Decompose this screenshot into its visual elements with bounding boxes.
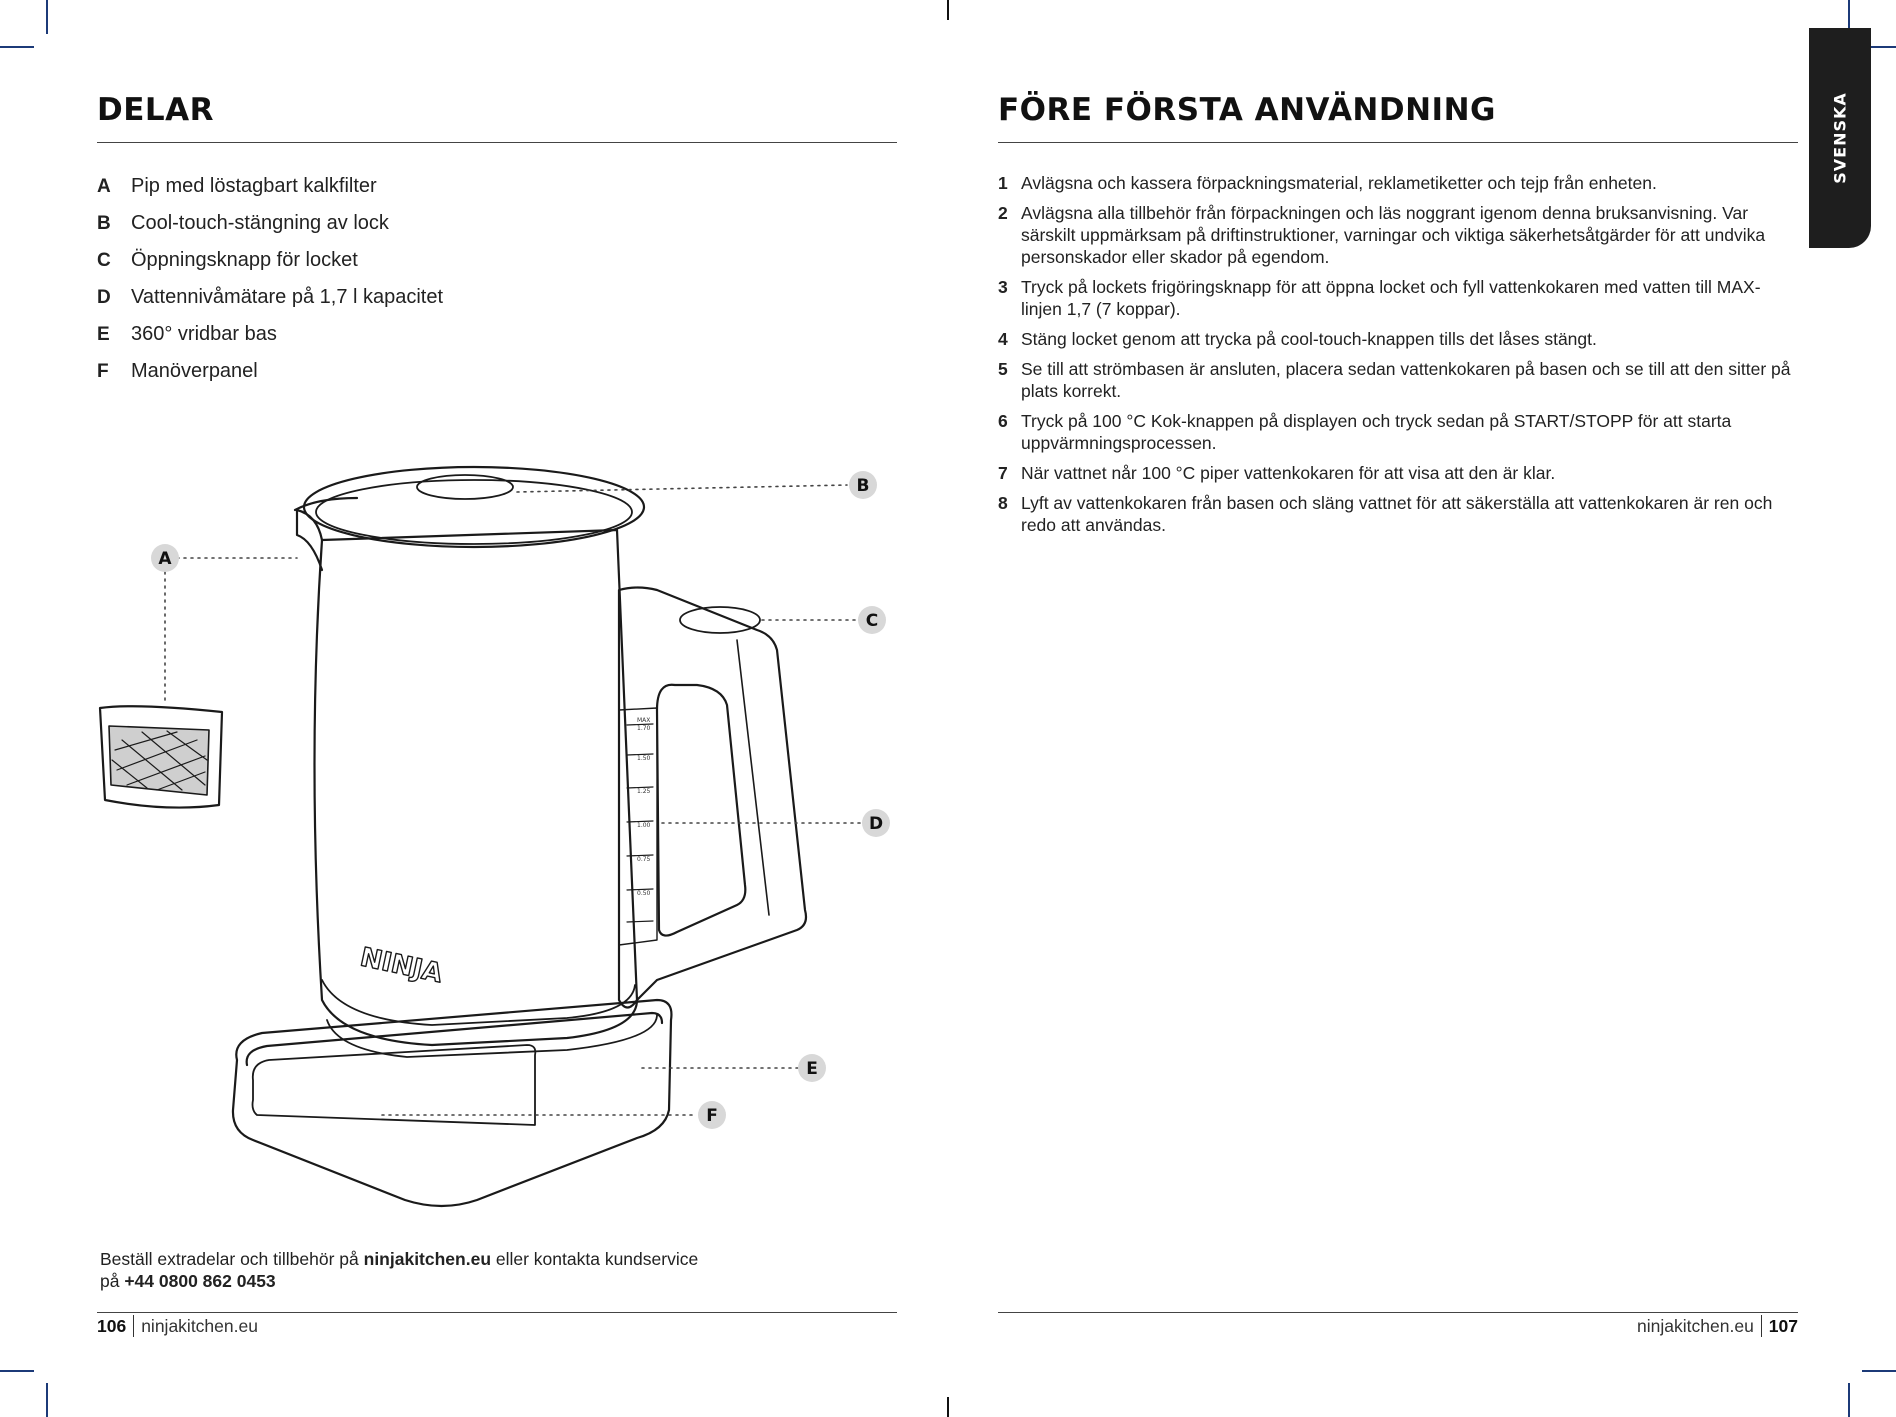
part-label: Pip med löstagbart kalkfilter	[131, 175, 377, 197]
part-letter: A	[97, 175, 111, 197]
step-number: 5	[998, 359, 1008, 379]
footer-divider	[998, 1312, 1798, 1313]
step-number: 1	[998, 173, 1008, 193]
kettle-illustration	[97, 460, 897, 1220]
step-number: 6	[998, 411, 1008, 431]
gauge-mark: 0.75	[637, 856, 651, 863]
gauge-mark: 1.25	[637, 788, 651, 795]
list-item	[998, 462, 1798, 484]
list-item	[97, 279, 443, 316]
step-text: Lyft av vattenkokaren från basen och släng vattnet för att säkerställa att vattenkokaren är ren och redo att användas.	[1021, 493, 1773, 535]
callout-f	[698, 1101, 726, 1129]
left-page	[97, 0, 897, 1417]
list-item	[998, 328, 1798, 350]
part-letter: E	[97, 323, 110, 345]
step-text: Stäng locket genom att trycka på cool-touch-knappen tills det låses stängt.	[1021, 329, 1597, 349]
part-label: Vattennivåmätare på 1,7 l kapacitet	[131, 286, 444, 308]
title-divider	[97, 142, 897, 143]
part-label: Öppningsknapp för locket	[131, 249, 358, 271]
callout-d	[862, 809, 890, 837]
gauge-mark: 1.00	[637, 822, 651, 829]
crop-mark	[1848, 1383, 1850, 1417]
steps-list	[998, 172, 1798, 544]
part-label: Manöverpanel	[131, 360, 258, 382]
svg-text:E: E	[806, 1059, 818, 1079]
gauge-mark: 1.50	[637, 755, 651, 762]
step-number: 3	[998, 277, 1008, 297]
list-item	[998, 172, 1798, 194]
callout-a	[151, 544, 179, 572]
order-note: Beställ extradelar och tillbehör på ninjakitchen.eu eller kontakta kundservice på +44 0800 862 0453	[100, 1249, 699, 1291]
step-number: 4	[998, 329, 1008, 349]
part-letter: D	[97, 286, 111, 308]
svg-text:A: A	[158, 549, 172, 569]
footer-site: ninjakitchen.eu	[1637, 1315, 1754, 1336]
page-footer	[97, 1315, 258, 1337]
kettle-handle	[619, 588, 806, 1008]
svg-text:F: F	[706, 1106, 718, 1126]
language-tab	[1809, 28, 1871, 248]
page-title: FÖRE FÖRSTA ANVÄNDNING	[998, 92, 1496, 128]
step-number: 7	[998, 463, 1008, 483]
part-label: Cool-touch-stängning av lock	[131, 212, 389, 234]
callout-c	[858, 606, 886, 634]
crop-mark	[947, 1397, 949, 1417]
step-text: När vattnet når 100 °C piper vattenkokaren för att visa att den är klar.	[1021, 463, 1556, 483]
list-item	[998, 410, 1798, 454]
title-divider	[998, 142, 1798, 143]
page-number: 107	[1768, 1315, 1798, 1336]
part-letter: C	[97, 249, 111, 271]
crop-mark	[0, 46, 34, 48]
callout-b	[849, 471, 877, 499]
footer-separator	[133, 1315, 134, 1337]
brand-logo: NINJA	[357, 942, 445, 990]
crop-mark	[1862, 1370, 1896, 1372]
crop-mark	[46, 1383, 48, 1417]
callout-e	[798, 1054, 826, 1082]
list-item	[97, 205, 443, 242]
crop-mark	[947, 0, 949, 20]
list-item	[998, 492, 1798, 536]
control-panel	[253, 1045, 536, 1125]
list-item	[998, 202, 1798, 268]
language-label: SVENSKA	[1830, 92, 1850, 184]
gauge-mark: 1.70	[637, 725, 651, 732]
part-label: 360° vridbar bas	[131, 323, 277, 345]
handle-window	[657, 685, 745, 936]
crop-mark	[0, 1370, 34, 1372]
list-item	[998, 276, 1798, 320]
gauge-mark: 0.50	[637, 890, 651, 897]
open-button	[680, 607, 760, 633]
step-text: Tryck på 100 °C Kok-knappen på displayen och tryck sedan på START/STOPP för att starta uppvärmningsprocessen.	[1021, 411, 1732, 453]
step-text: Avlägsna alla tillbehör från förpackningen och läs noggrant igenom denna bruksanvisning. Var särskilt uppmärksam på driftinstruktioner, varningar och viktiga säkerhetsåtgärder för att undvika personskador eller skador på egendom.	[1021, 203, 1766, 267]
svg-text:B: B	[856, 476, 870, 496]
right-page	[998, 0, 1798, 1417]
lid-button	[417, 475, 513, 499]
site-link[interactable]: ninjakitchen.eu	[363, 1249, 492, 1269]
kettle-spout	[297, 510, 322, 570]
limescale-filter	[100, 706, 222, 807]
crop-mark	[46, 0, 48, 34]
list-item	[97, 168, 443, 205]
step-number: 2	[998, 203, 1008, 223]
footer-site: ninjakitchen.eu	[141, 1315, 258, 1336]
step-number: 8	[998, 493, 1008, 513]
svg-text:C: C	[865, 611, 879, 631]
footer-separator	[1761, 1315, 1762, 1337]
page-number: 106	[97, 1315, 127, 1336]
page-footer	[1637, 1315, 1798, 1337]
list-item	[97, 242, 443, 279]
step-text: Avlägsna och kassera förpackningsmaterial, reklametiketter och tejp från enheten.	[1021, 173, 1657, 193]
part-letter: B	[97, 212, 111, 234]
list-item	[97, 316, 443, 353]
phone-number: +44 0800 862 0453	[124, 1271, 276, 1291]
page-title: DELAR	[97, 92, 215, 128]
list-item	[998, 358, 1798, 402]
list-item	[97, 353, 443, 390]
gauge-mark: MAX	[637, 717, 651, 724]
part-letter: F	[97, 360, 109, 382]
parts-list	[97, 168, 443, 390]
step-text: Tryck på lockets frigöringsknapp för att öppna locket och fyll vattenkokaren med vatten till MAX-linjen 1,7 (7 koppar).	[1021, 277, 1761, 319]
step-text: Se till att strömbasen är ansluten, placera sedan vattenkokaren på basen och se till att den sitter på plats korrekt.	[1021, 359, 1791, 401]
svg-text:D: D	[868, 814, 884, 834]
footer-divider	[97, 1312, 897, 1313]
